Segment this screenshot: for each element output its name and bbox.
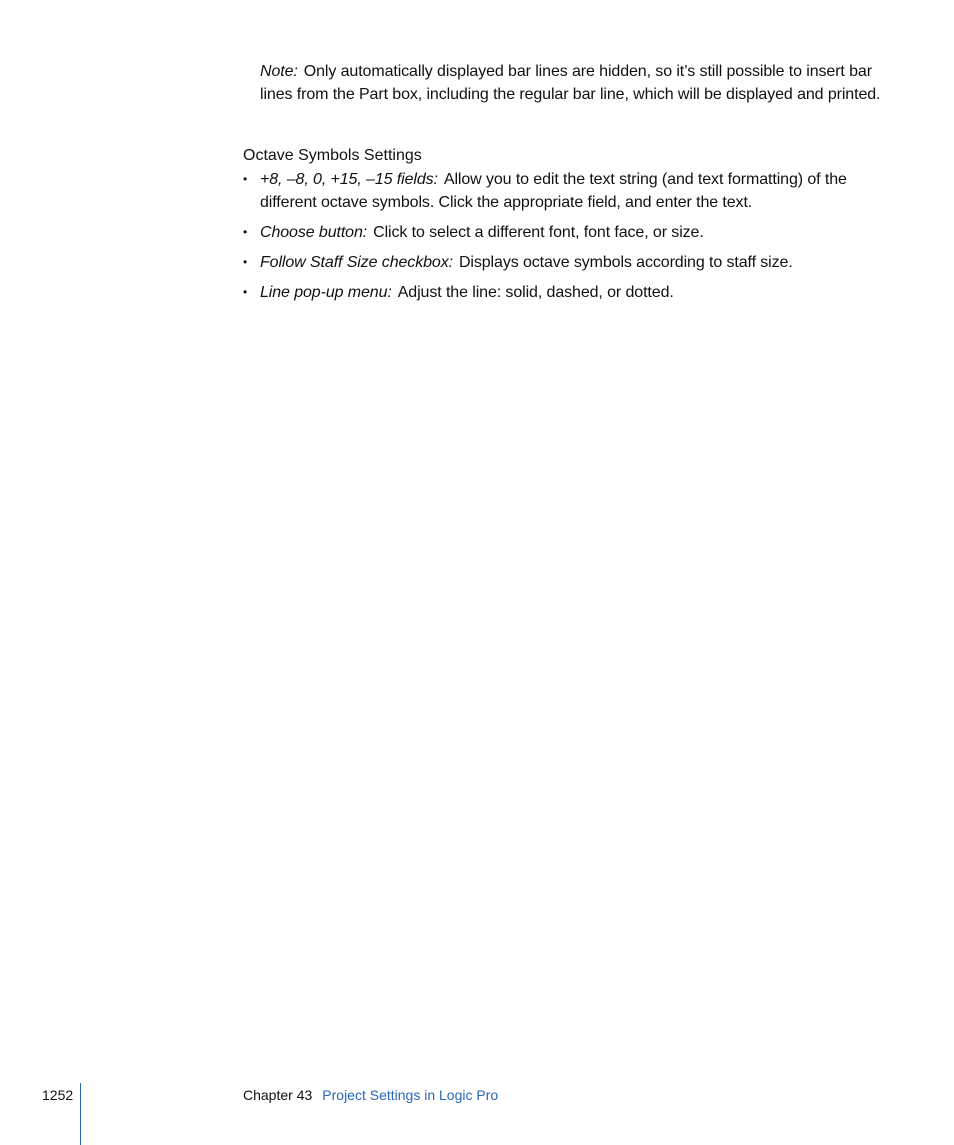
item-text: Adjust the line: solid, dashed, or dotted. bbox=[397, 284, 674, 301]
item-term: Choose button: bbox=[260, 224, 368, 241]
chapter-footer bbox=[243, 1086, 498, 1104]
item-text: Displays octave symbols according to staff size. bbox=[458, 254, 793, 271]
list-item bbox=[243, 221, 883, 244]
footer-divider bbox=[80, 1083, 81, 1145]
page-number: 1252 bbox=[42, 1087, 74, 1103]
item-text: Allow you to edit the text string (and text formatting) of the different octave symbols. Click the appropriate field, and enter the text. bbox=[260, 171, 847, 211]
note-paragraph bbox=[260, 60, 885, 106]
section-heading: Octave Symbols Settings bbox=[243, 147, 422, 164]
list-item bbox=[243, 281, 883, 304]
bullet-icon: • bbox=[243, 225, 248, 239]
bullet-icon: • bbox=[243, 255, 248, 269]
note-lead: Note: bbox=[260, 63, 298, 80]
item-term: +8, –8, 0, +15, –15 fields: bbox=[260, 171, 438, 188]
item-term: Follow Staff Size checkbox: bbox=[260, 254, 453, 271]
note-text: Only automatically displayed bar lines are hidden, so it’s still possible to insert bar lines from the Part box, including the regular bar line, which will be displayed and printed. bbox=[260, 63, 881, 103]
bullet-icon: • bbox=[243, 172, 248, 186]
item-text: Click to select a different font, font face, or size. bbox=[373, 224, 704, 241]
item-term: Line pop-up menu: bbox=[260, 284, 392, 301]
chapter-label: Chapter 43 bbox=[243, 1087, 313, 1103]
list-item bbox=[243, 168, 883, 214]
settings-list bbox=[243, 168, 883, 311]
list-item bbox=[243, 251, 883, 274]
chapter-title: Project Settings in Logic Pro bbox=[322, 1087, 499, 1103]
bullet-icon: • bbox=[243, 285, 248, 299]
